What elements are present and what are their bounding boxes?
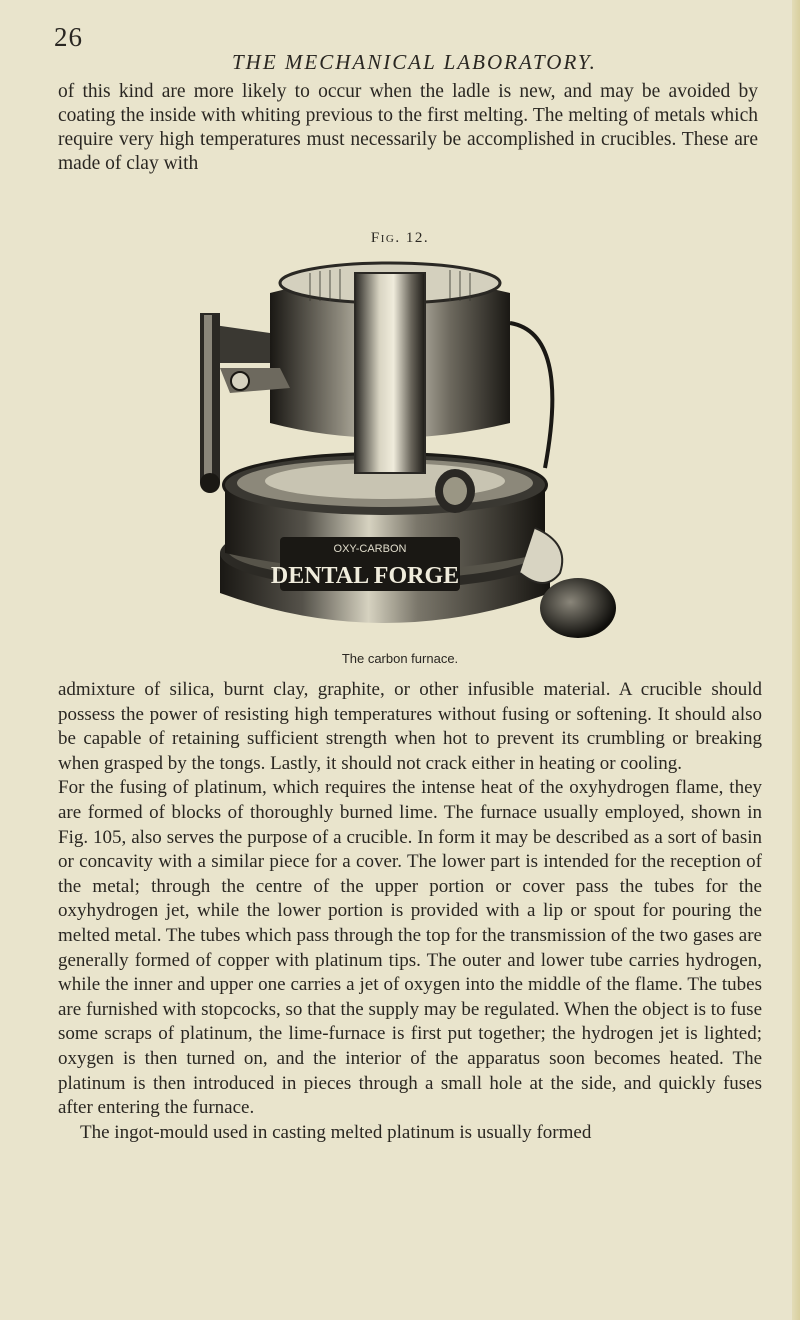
chimney [355,273,425,473]
page-number: 26 [54,22,83,52]
figure-label: Fig. 12. [370,230,430,246]
top-paragraph-block [58,80,758,176]
running-head: THE MECHANICAL LABORATORY. [232,50,597,74]
page-edge [792,0,800,1320]
handle [510,323,552,468]
furnace-drawing [150,253,620,643]
plate-text-bottom: DENTAL FORGE [270,563,460,589]
bulb [540,578,616,638]
top-paragraph: of this kind are more likely to occur when the ladle is new, and may be avoided by coating the inside with whiting previous to the first melting. The melting of metals which require very high temperatures must necessarily be accomplished in crucibles. These are made of clay with [58,81,758,174]
body-paragraph-3: The ingot-mould used in casting melted platinum is usually formed [80,1121,592,1143]
figure-caption: The carbon furnace. [341,651,459,666]
plate-text-top: OXY-CARBON [333,543,407,555]
body-text [58,678,762,1145]
body-paragraph-1: admixture of silica, burnt clay, graphite, or other infusible material. A crucible should possess the power of resisting high temperatures without fusing or softening. It should also be capable of retaining sufficient strength when hot to prevent its crumbling or breaking when grasped by the tongs. Lastly, it should not crack either in heating or cooling. [58,679,762,774]
furnace-illustration [150,253,620,643]
body-paragraph-2: For the fusing of platinum, which requires the intense heat of the oxyhydrogen flame, they are formed of blocks of thoroughly burned lime. The furnace usually employed, shown in Fig. 105, also serves the purpose of a crucible. In form it may be described as a sort of basin or concavity with a similar piece for a cover. The lower part is intended for the reception of the metal; through the centre of the upper portion or cover pass the tubes for the oxyhydrogen jet, while the lower portion is provided with a lip or spout for pouring the melted metal. The tubes which pass through the top for the transmission of the two gases are generally formed of copper with platinum tips. The outer and lower tube carries hydrogen, while the inner and upper one carries a jet of oxygen into the middle of the flame. The tubes are furnished with stopcocks, so that the supply may be regulated. When the object is to fuse some scraps of platinum, the lime-furnace is first put together; the hydrogen jet is lighted; oxygen is then turned on, and the interior of the apparatus soon becomes heated. The platinum is then introduced in pieces through a small hole at the side, and quickly fuses after entering the furnace. [58,777,762,1119]
